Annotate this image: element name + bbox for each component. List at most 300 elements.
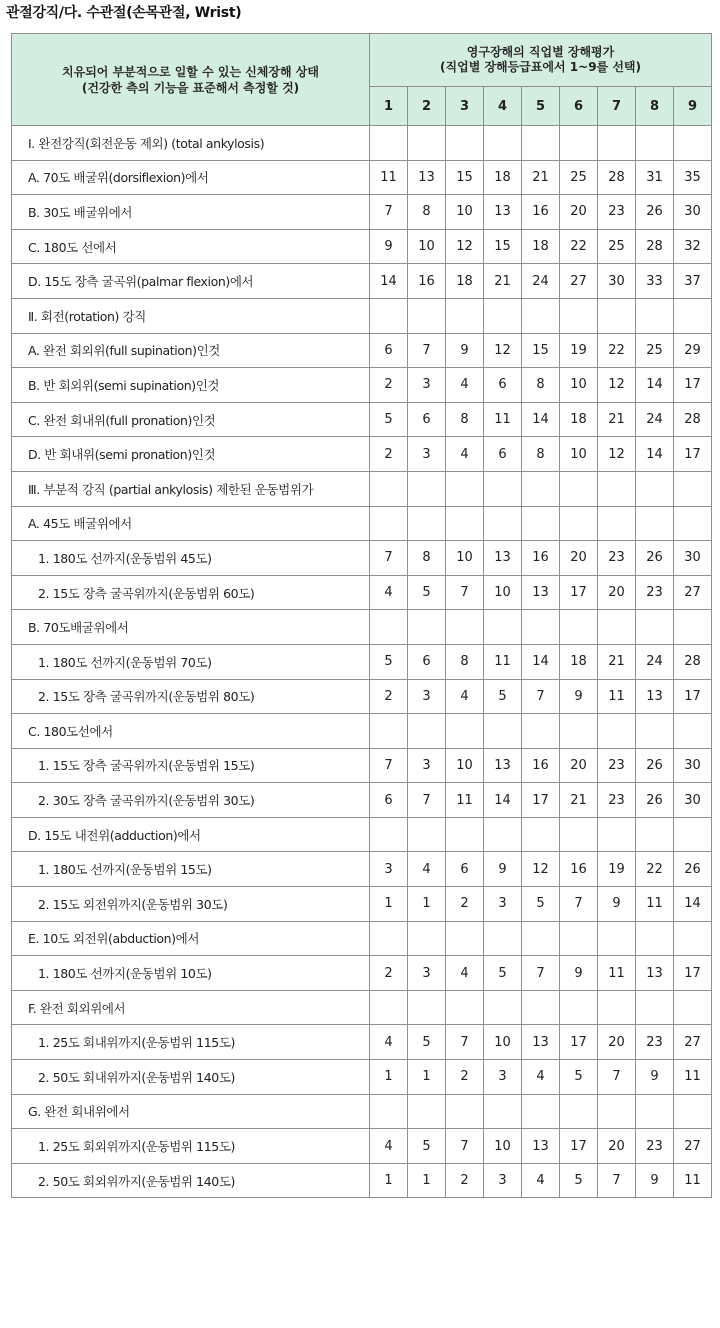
rating-cell-9: 30 [674, 783, 712, 818]
rating-cell-7: 23 [598, 541, 636, 576]
rating-cell-3 [446, 1094, 484, 1129]
rating-cell-1: 14 [370, 264, 408, 299]
rating-cell-1: 4 [370, 575, 408, 610]
rating-cell-5 [522, 921, 560, 956]
table-row [12, 195, 712, 230]
rating-cell-5: 16 [522, 748, 560, 783]
rating-cell-8 [636, 714, 674, 749]
rating-cell-8 [636, 817, 674, 852]
rating-cell-6 [560, 817, 598, 852]
rating-cell-8: 23 [636, 1129, 674, 1164]
rating-cell-2: 5 [408, 1129, 446, 1164]
table-row [12, 160, 712, 195]
row-label: Ⅰ. 완전강직(회전운동 제외) (total ankylosis) [12, 126, 370, 161]
table-row [12, 1163, 712, 1198]
rating-cell-4 [484, 817, 522, 852]
rating-cell-5 [522, 990, 560, 1025]
rating-cell-9: 27 [674, 1129, 712, 1164]
row-label: B. 70도배굴위에서 [12, 610, 370, 645]
rating-cell-6: 18 [560, 402, 598, 437]
rating-header [370, 34, 712, 87]
row-label: F. 완전 회외위에서 [12, 990, 370, 1025]
rating-cell-4: 10 [484, 575, 522, 610]
table-row [12, 333, 712, 368]
table-row [12, 644, 712, 679]
rating-cell-8 [636, 990, 674, 1025]
rating-cell-3: 4 [446, 368, 484, 403]
table-row [12, 264, 712, 299]
rating-cell-8 [636, 610, 674, 645]
rating-cell-3: 10 [446, 541, 484, 576]
rating-cell-6 [560, 610, 598, 645]
rating-cell-8: 23 [636, 575, 674, 610]
row-label: 2. 50도 회내위까지(운동범위 140도) [12, 1060, 370, 1095]
rating-cell-6 [560, 1094, 598, 1129]
rating-cell-8: 14 [636, 368, 674, 403]
rating-cell-7 [598, 714, 636, 749]
page-title: 관절강직/다. 수관절(손목관절, Wrist) [6, 5, 242, 21]
rating-cell-5: 14 [522, 402, 560, 437]
rating-cell-5: 12 [522, 852, 560, 887]
table-row [12, 1129, 712, 1164]
rating-cell-3: 11 [446, 783, 484, 818]
rating-cell-1 [370, 1094, 408, 1129]
rating-cell-4 [484, 1094, 522, 1129]
rating-cell-8 [636, 921, 674, 956]
rating-cell-7: 28 [598, 160, 636, 195]
rating-cell-7 [598, 1094, 636, 1129]
rating-cell-6: 20 [560, 195, 598, 230]
rating-cell-8 [636, 471, 674, 506]
rating-cell-1: 6 [370, 783, 408, 818]
table-row [12, 368, 712, 403]
row-label: E. 10도 외전위(abduction)에서 [12, 921, 370, 956]
rating-cell-9: 35 [674, 160, 712, 195]
rating-cell-8: 13 [636, 956, 674, 991]
rating-cell-5: 5 [522, 887, 560, 922]
rating-cell-1: 2 [370, 437, 408, 472]
rating-cell-6: 19 [560, 333, 598, 368]
rating-cell-1 [370, 471, 408, 506]
rating-cell-3: 2 [446, 887, 484, 922]
table-body [12, 126, 712, 1198]
rating-cell-2: 3 [408, 748, 446, 783]
condition-header-line1: 치유되어 부분적으로 일할 수 있는 신체장해 상태 [62, 64, 319, 79]
rating-cell-5 [522, 126, 560, 161]
rating-cell-7 [598, 817, 636, 852]
row-label: 1. 180도 선까지(운동범위 45도) [12, 541, 370, 576]
rating-cell-4: 14 [484, 783, 522, 818]
rating-cell-8: 25 [636, 333, 674, 368]
rating-cell-1: 5 [370, 402, 408, 437]
rating-cell-4 [484, 471, 522, 506]
rating-cell-9: 30 [674, 748, 712, 783]
rating-cell-4: 3 [484, 1163, 522, 1198]
rating-cell-5 [522, 506, 560, 541]
rating-cell-7: 25 [598, 229, 636, 264]
row-label: C. 180도선에서 [12, 714, 370, 749]
rating-cell-5 [522, 1094, 560, 1129]
rating-cell-3 [446, 610, 484, 645]
rating-cell-3: 8 [446, 644, 484, 679]
row-label: D. 15도 장측 굴곡위(palmar flexion)에서 [12, 264, 370, 299]
table-row [12, 714, 712, 749]
rating-cell-7 [598, 506, 636, 541]
rating-cell-4: 10 [484, 1129, 522, 1164]
rating-cell-9: 30 [674, 541, 712, 576]
rating-cell-8: 28 [636, 229, 674, 264]
rating-cell-2: 16 [408, 264, 446, 299]
rating-cell-9: 17 [674, 679, 712, 714]
rating-header-line1: 영구장해의 직업별 장해평가 [466, 45, 615, 59]
row-label: 2. 15도 장측 굴곡위까지(운동범위 80도) [12, 679, 370, 714]
rating-cell-3: 12 [446, 229, 484, 264]
rating-cell-9: 26 [674, 852, 712, 887]
rating-cell-6 [560, 714, 598, 749]
table-row [12, 229, 712, 264]
rating-cell-1: 1 [370, 1163, 408, 1198]
rating-cell-5: 8 [522, 368, 560, 403]
rating-cell-4 [484, 921, 522, 956]
rating-cell-5: 7 [522, 679, 560, 714]
rating-cell-3 [446, 990, 484, 1025]
rating-cell-4: 13 [484, 195, 522, 230]
rating-cell-8: 33 [636, 264, 674, 299]
rating-cell-5 [522, 471, 560, 506]
row-label: D. 15도 내전위(adduction)에서 [12, 817, 370, 852]
table-row [12, 437, 712, 472]
rating-cell-2 [408, 471, 446, 506]
table-row [12, 1060, 712, 1095]
rating-cell-3: 4 [446, 437, 484, 472]
row-label: A. 완전 회외위(full supination)인것 [12, 333, 370, 368]
rating-cell-7: 12 [598, 368, 636, 403]
rating-cell-7: 9 [598, 887, 636, 922]
rating-cell-2: 5 [408, 1025, 446, 1060]
rating-cell-2 [408, 610, 446, 645]
rating-cell-1: 2 [370, 679, 408, 714]
rating-cell-4 [484, 990, 522, 1025]
rating-cell-5: 13 [522, 1025, 560, 1060]
rating-cell-2: 6 [408, 644, 446, 679]
condition-header-line2: (건강한 측의 기능을 표준해서 측정할 것) [81, 80, 300, 95]
rating-cell-8: 14 [636, 437, 674, 472]
rating-cell-7: 11 [598, 956, 636, 991]
rating-cell-9 [674, 1094, 712, 1129]
rating-cell-3: 7 [446, 1129, 484, 1164]
rating-cell-1 [370, 298, 408, 333]
rating-cell-2: 1 [408, 1060, 446, 1095]
row-label: 1. 15도 장측 굴곡위까지(운동범위 15도) [12, 748, 370, 783]
rating-cell-1 [370, 610, 408, 645]
row-label: 2. 50도 회외위까지(운동범위 140도) [12, 1163, 370, 1198]
row-label: A. 70도 배굴위(dorsiflexion)에서 [12, 160, 370, 195]
rating-cell-4: 15 [484, 229, 522, 264]
rating-cell-8: 9 [636, 1060, 674, 1095]
rating-cell-2: 1 [408, 1163, 446, 1198]
table-row [12, 1025, 712, 1060]
rating-cell-8: 24 [636, 402, 674, 437]
row-label: C. 완전 회내위(full pronation)인것 [12, 402, 370, 437]
rating-cell-2 [408, 298, 446, 333]
rating-cell-4: 3 [484, 887, 522, 922]
rating-cell-7: 12 [598, 437, 636, 472]
rating-cell-2: 3 [408, 956, 446, 991]
rating-cell-8: 23 [636, 1025, 674, 1060]
row-label: 2. 15도 장측 굴곡위까지(운동범위 60도) [12, 575, 370, 610]
rating-cell-3: 7 [446, 575, 484, 610]
row-label: C. 180도 선에서 [12, 229, 370, 264]
rating-cell-1: 2 [370, 956, 408, 991]
rating-cell-6 [560, 298, 598, 333]
rating-cell-2: 7 [408, 783, 446, 818]
rating-cell-5: 13 [522, 575, 560, 610]
rating-cell-5: 16 [522, 541, 560, 576]
column-header-1: 1 [370, 87, 408, 126]
rating-cell-3: 18 [446, 264, 484, 299]
rating-cell-1: 7 [370, 195, 408, 230]
rating-cell-5: 7 [522, 956, 560, 991]
rating-cell-9: 32 [674, 229, 712, 264]
rating-cell-7: 23 [598, 195, 636, 230]
rating-cell-3 [446, 126, 484, 161]
column-header-8: 8 [636, 87, 674, 126]
table-row [12, 402, 712, 437]
row-label: 2. 15도 외전위까지(운동범위 30도) [12, 887, 370, 922]
table-row [12, 298, 712, 333]
rating-cell-4 [484, 610, 522, 645]
rating-cell-5: 14 [522, 644, 560, 679]
rating-cell-8: 26 [636, 541, 674, 576]
rating-cell-7: 7 [598, 1060, 636, 1095]
column-header-6: 6 [560, 87, 598, 126]
rating-cell-1 [370, 921, 408, 956]
rating-cell-4: 13 [484, 748, 522, 783]
column-header-4: 4 [484, 87, 522, 126]
row-label: D. 반 회내위(semi pronation)인것 [12, 437, 370, 472]
rating-cell-2 [408, 921, 446, 956]
table-row [12, 575, 712, 610]
table-row [12, 1094, 712, 1129]
rating-cell-3 [446, 817, 484, 852]
rating-cell-4: 13 [484, 541, 522, 576]
rating-cell-8 [636, 1094, 674, 1129]
rating-cell-9 [674, 610, 712, 645]
row-label: 1. 180도 선까지(운동범위 10도) [12, 956, 370, 991]
rating-cell-6: 10 [560, 437, 598, 472]
rating-cell-3: 9 [446, 333, 484, 368]
rating-cell-7: 23 [598, 748, 636, 783]
table-row [12, 887, 712, 922]
row-label: 1. 25도 회내위까지(운동범위 115도) [12, 1025, 370, 1060]
rating-cell-1 [370, 126, 408, 161]
rating-cell-6: 5 [560, 1060, 598, 1095]
row-label: 1. 180도 선까지(운동범위 70도) [12, 644, 370, 679]
rating-cell-7: 21 [598, 644, 636, 679]
rating-cell-6: 17 [560, 1025, 598, 1060]
rating-cell-4: 3 [484, 1060, 522, 1095]
rating-cell-8: 24 [636, 644, 674, 679]
rating-cell-4: 21 [484, 264, 522, 299]
rating-cell-1: 1 [370, 887, 408, 922]
rating-cell-6: 9 [560, 956, 598, 991]
table-row [12, 783, 712, 818]
rating-cell-7 [598, 990, 636, 1025]
rating-cell-2: 10 [408, 229, 446, 264]
row-label: Ⅲ. 부분적 강직 (partial ankylosis) 제한된 운동범위가 [12, 471, 370, 506]
rating-cell-5: 16 [522, 195, 560, 230]
rating-cell-3: 6 [446, 852, 484, 887]
rating-cell-4: 11 [484, 402, 522, 437]
rating-cell-6: 25 [560, 160, 598, 195]
rating-cell-6: 10 [560, 368, 598, 403]
rating-cell-6: 17 [560, 1129, 598, 1164]
rating-cell-4 [484, 714, 522, 749]
rating-cell-2: 13 [408, 160, 446, 195]
rating-cell-8: 26 [636, 195, 674, 230]
rating-cell-3: 15 [446, 160, 484, 195]
rating-cell-9 [674, 990, 712, 1025]
rating-cell-7 [598, 298, 636, 333]
rating-cell-9 [674, 921, 712, 956]
rating-cell-6: 20 [560, 748, 598, 783]
row-label: B. 30도 배굴위에서 [12, 195, 370, 230]
rating-cell-9: 11 [674, 1163, 712, 1198]
rating-cell-9: 17 [674, 956, 712, 991]
rating-cell-3 [446, 298, 484, 333]
rating-cell-8: 22 [636, 852, 674, 887]
rating-cell-7: 23 [598, 783, 636, 818]
rating-cell-1 [370, 714, 408, 749]
rating-cell-9 [674, 471, 712, 506]
rating-cell-2: 3 [408, 368, 446, 403]
rating-cell-7 [598, 471, 636, 506]
rating-cell-8: 9 [636, 1163, 674, 1198]
rating-cell-3: 10 [446, 195, 484, 230]
rating-cell-5: 13 [522, 1129, 560, 1164]
rating-cell-6: 16 [560, 852, 598, 887]
rating-cell-8 [636, 126, 674, 161]
rating-cell-7 [598, 610, 636, 645]
rating-cell-6: 18 [560, 644, 598, 679]
rating-cell-4 [484, 298, 522, 333]
rating-cell-9 [674, 714, 712, 749]
rating-cell-7: 7 [598, 1163, 636, 1198]
rating-cell-2: 8 [408, 541, 446, 576]
rating-cell-1: 9 [370, 229, 408, 264]
rating-cell-9: 28 [674, 644, 712, 679]
rating-cell-5 [522, 298, 560, 333]
rating-cell-1: 3 [370, 852, 408, 887]
row-label: 2. 30도 장측 굴곡위까지(운동범위 30도) [12, 783, 370, 818]
table-row [12, 471, 712, 506]
table-row [12, 506, 712, 541]
rating-cell-2: 3 [408, 679, 446, 714]
rating-cell-2: 7 [408, 333, 446, 368]
row-label: Ⅱ. 회전(rotation) 강직 [12, 298, 370, 333]
table-row [12, 956, 712, 991]
rating-cell-1: 11 [370, 160, 408, 195]
rating-cell-9: 27 [674, 1025, 712, 1060]
rating-cell-8: 26 [636, 783, 674, 818]
condition-header [12, 34, 370, 126]
rating-cell-2: 4 [408, 852, 446, 887]
rating-cell-1 [370, 990, 408, 1025]
rating-cell-1: 1 [370, 1060, 408, 1095]
column-header-2: 2 [408, 87, 446, 126]
rating-cell-7: 22 [598, 333, 636, 368]
rating-cell-9: 29 [674, 333, 712, 368]
rating-cell-8: 31 [636, 160, 674, 195]
rating-cell-5: 4 [522, 1163, 560, 1198]
rating-cell-3: 2 [446, 1060, 484, 1095]
rating-cell-6: 7 [560, 887, 598, 922]
rating-cell-6 [560, 506, 598, 541]
rating-cell-6: 20 [560, 541, 598, 576]
rating-cell-3: 2 [446, 1163, 484, 1198]
rating-cell-2 [408, 1094, 446, 1129]
rating-cell-9 [674, 298, 712, 333]
rating-cell-6: 17 [560, 575, 598, 610]
rating-cell-9: 37 [674, 264, 712, 299]
table-row [12, 679, 712, 714]
rating-cell-6: 21 [560, 783, 598, 818]
column-header-5: 5 [522, 87, 560, 126]
rating-cell-2 [408, 506, 446, 541]
rating-cell-9 [674, 126, 712, 161]
disability-rating-table [11, 33, 712, 1198]
rating-cell-6: 9 [560, 679, 598, 714]
table-row [12, 990, 712, 1025]
rating-cell-2 [408, 126, 446, 161]
rating-cell-4: 6 [484, 368, 522, 403]
rating-cell-2: 5 [408, 575, 446, 610]
rating-cell-1: 5 [370, 644, 408, 679]
rating-cell-4 [484, 126, 522, 161]
rating-cell-9: 28 [674, 402, 712, 437]
rating-cell-8: 26 [636, 748, 674, 783]
rating-cell-3 [446, 714, 484, 749]
rating-cell-2: 1 [408, 887, 446, 922]
row-label: B. 반 회외위(semi supination)인것 [12, 368, 370, 403]
rating-cell-9: 17 [674, 437, 712, 472]
rating-cell-3: 4 [446, 956, 484, 991]
rating-cell-8: 11 [636, 887, 674, 922]
rating-cell-7: 19 [598, 852, 636, 887]
rating-cell-9: 11 [674, 1060, 712, 1095]
rating-cell-3: 8 [446, 402, 484, 437]
rating-cell-4: 9 [484, 852, 522, 887]
rating-cell-8: 13 [636, 679, 674, 714]
rating-cell-1: 7 [370, 748, 408, 783]
rating-cell-8 [636, 298, 674, 333]
rating-cell-9: 17 [674, 368, 712, 403]
rating-cell-8 [636, 506, 674, 541]
rating-cell-7: 21 [598, 402, 636, 437]
row-label: G. 완전 회내위에서 [12, 1094, 370, 1129]
table-row [12, 748, 712, 783]
rating-cell-3: 4 [446, 679, 484, 714]
rating-cell-9: 27 [674, 575, 712, 610]
rating-cell-4 [484, 506, 522, 541]
rating-cell-1: 4 [370, 1129, 408, 1164]
rating-cell-5 [522, 610, 560, 645]
rating-cell-3: 10 [446, 748, 484, 783]
table-row [12, 852, 712, 887]
rating-header-line2: (직업별 장해등급표에서 1~9를 선택) [440, 60, 641, 74]
row-label: A. 45도 배굴위에서 [12, 506, 370, 541]
table-row [12, 921, 712, 956]
